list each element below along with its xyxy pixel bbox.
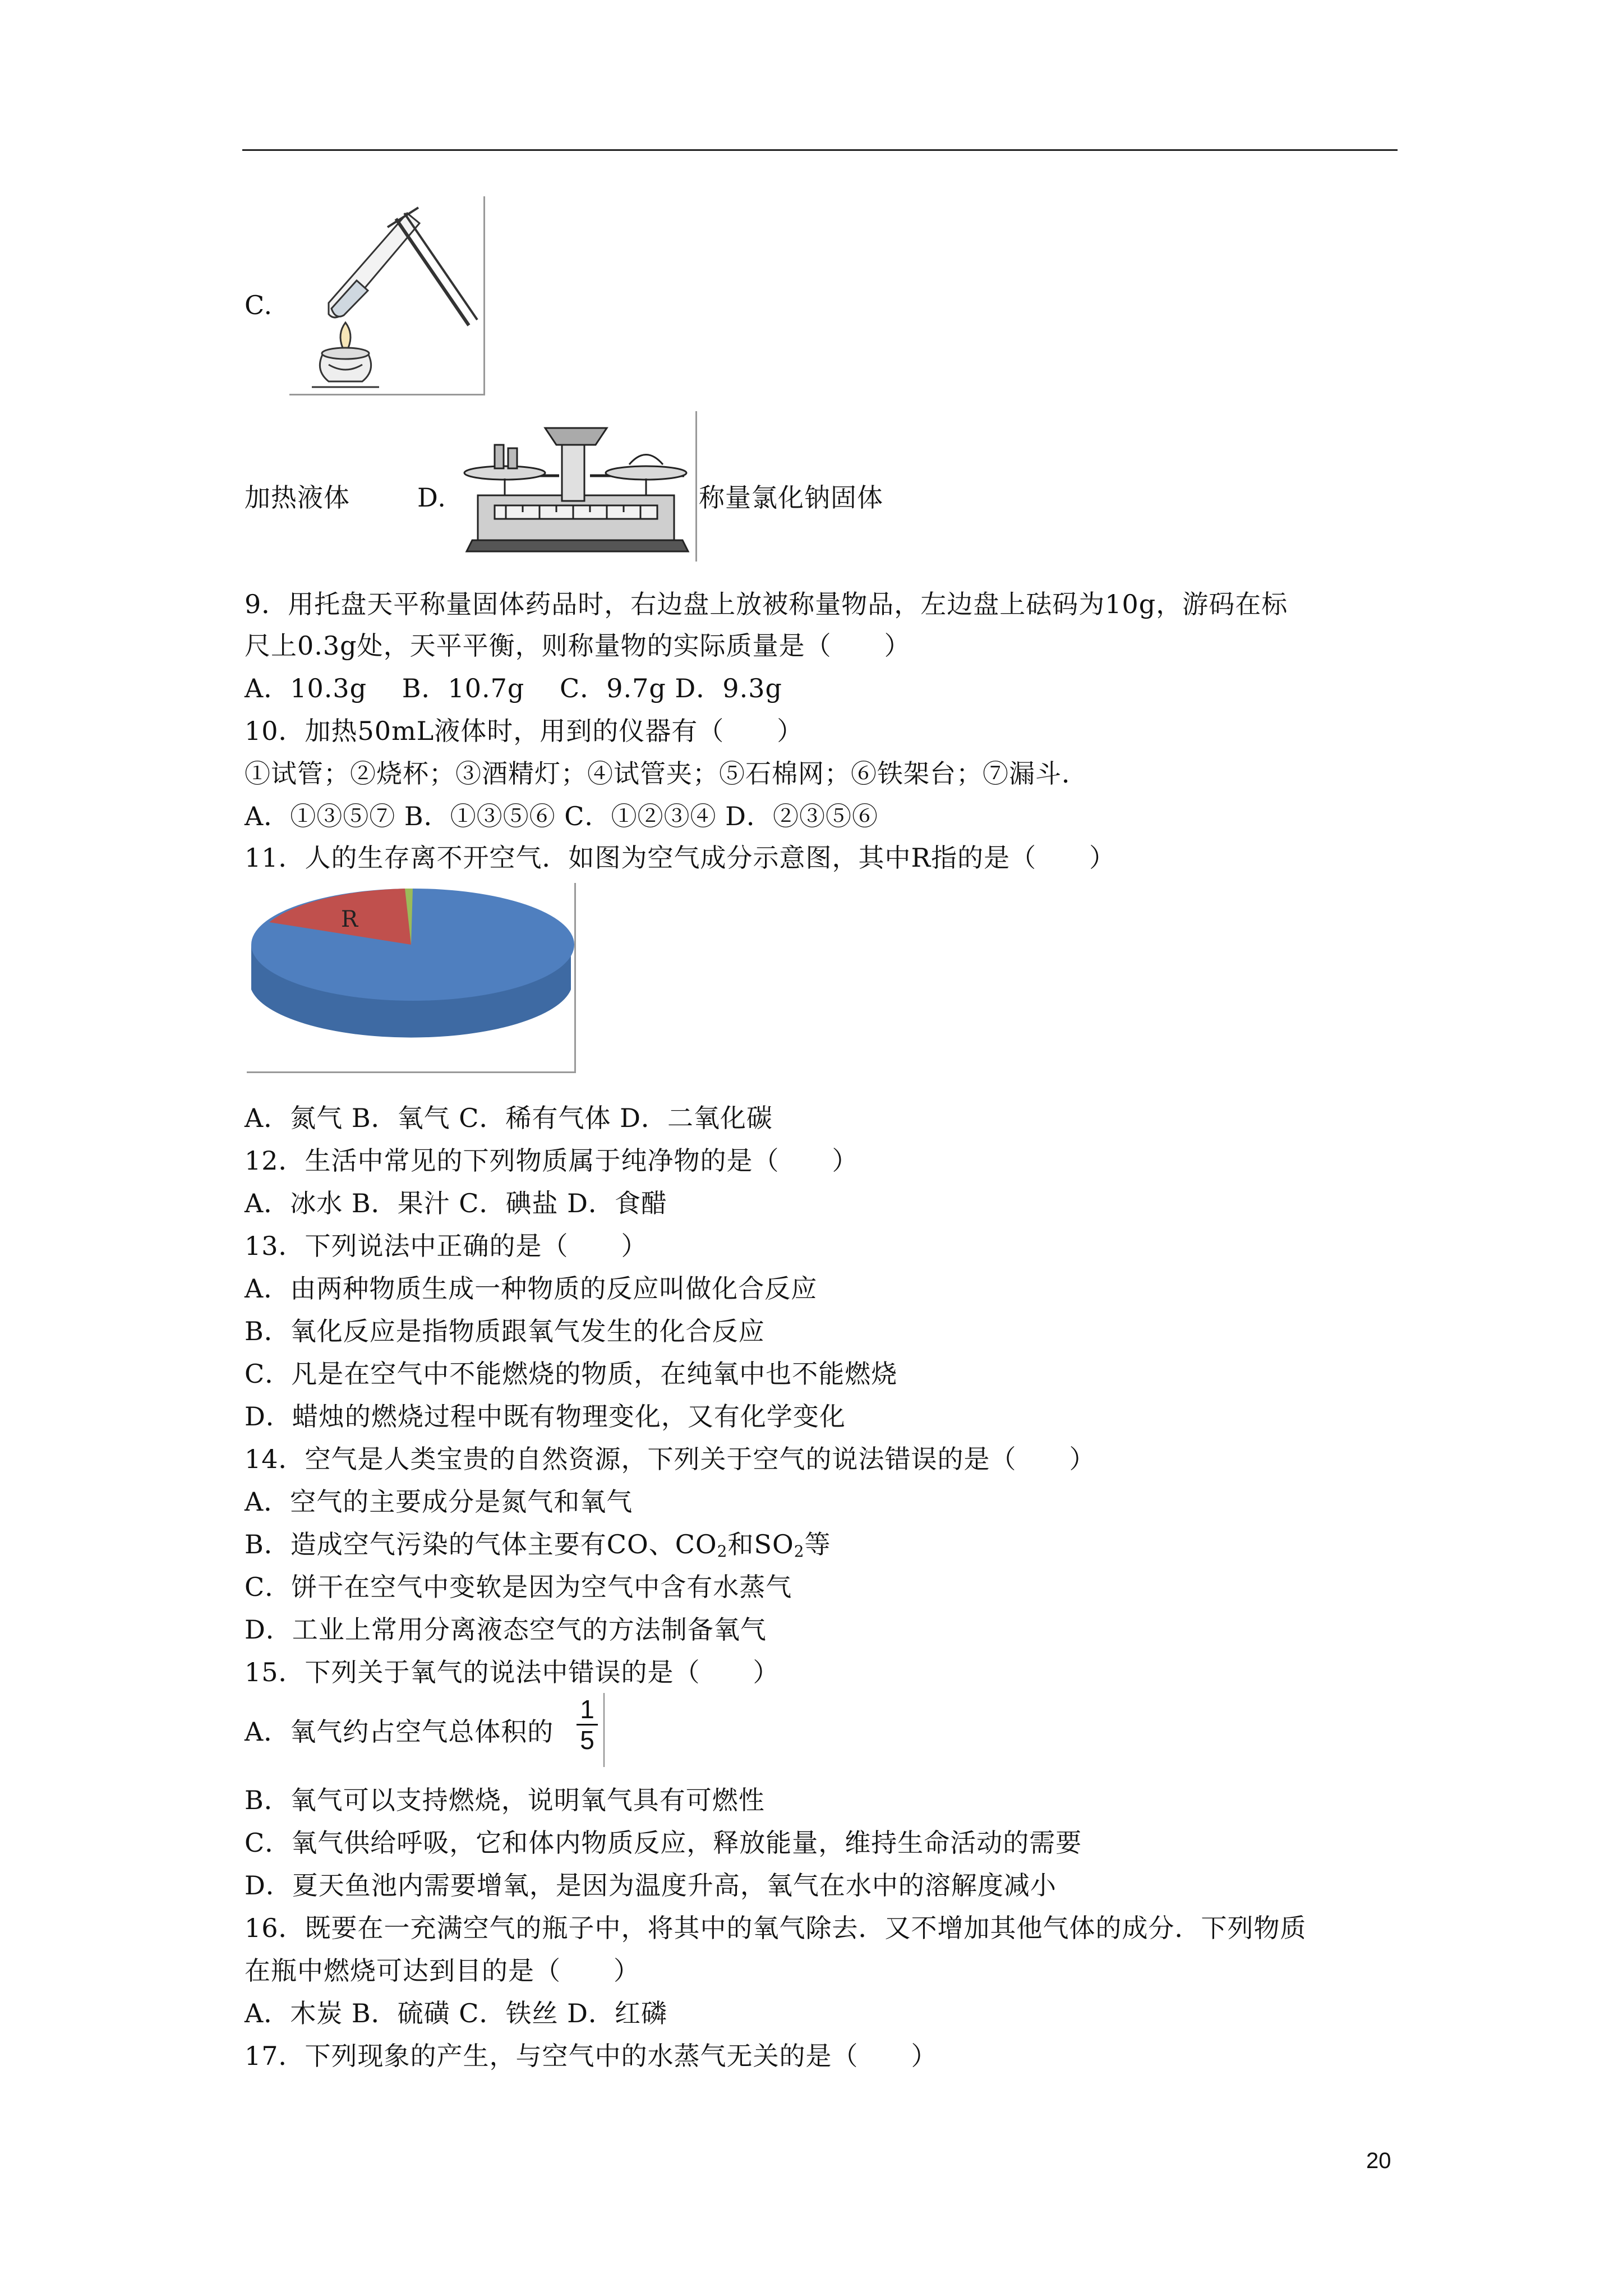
q15-option-d: D．夏天鱼池内需要增氧，是因为温度升高，氧气在水中的溶解度减小 [245,1870,1057,1901]
pie-label-r: R [341,907,358,932]
q15-stem: 15．下列关于氧气的说法中错误的是（ ） [245,1657,780,1687]
q11-stem: 11．人的生存离不开空气．如图为空气成分示意图，其中R指的是（ ） [245,843,1116,873]
q16-line1: 16．既要在一充满空气的瓶子中，将其中的氧气除去．又不增加其他气体的成分．下列物质 [245,1913,1307,1943]
test-tube-heating-icon [289,196,483,394]
q13-option-a: A．由两种物质生成一种物质的反应叫做化合反应 [245,1273,818,1304]
q10-items: ①试管；②烧杯；③酒精灯；④试管夹；⑤石棉网；⑥铁架台；⑦漏斗． [245,758,1088,789]
q11-options: A．氮气 B．氧气 C．稀有气体 D．二氧化碳 [245,1103,773,1133]
q16-line2: 在瓶中燃烧可达到目的是（ ） [245,1955,640,1986]
header-rule [242,149,1398,151]
q10-stem: 10．加热50mL液体时，用到的仪器有（ ） [245,716,804,746]
q12-stem: 12．生活中常见的下列物质属于纯净物的是（ ） [245,1145,859,1176]
balance-scale-icon [461,411,695,562]
q14-option-b: B．造成空气污染的气体主要有CO、$CO_2$和$SO_2$等 [245,1529,831,1561]
q9-options: A．10.3g B．10.7g C．9.7g D．9.3g [245,673,782,703]
weigh-nacl-caption: 称量氯化钠固体 [699,482,883,513]
q15-option-c: C．氧气供给呼吸，它和体内物质反应，释放能量，维持生命活动的需要 [245,1828,1082,1858]
q13-option-b: B．氧化反应是指物质跟氧气发生的化合反应 [245,1316,765,1346]
heat-liquid-caption: 加热液体 [245,482,350,513]
balance-figure [461,411,697,562]
q17-stem: 17．下列现象的产生，与空气中的水蒸气无关的是（ ） [245,2041,938,2071]
option-d-label: D. [417,482,446,513]
page-number: 20 [1366,2148,1391,2173]
q14-option-d: D．工业上常用分离液态空气的方法制备氧气 [245,1614,767,1645]
q14-option-c: C．饼干在空气中变软是因为空气中含有水蒸气 [245,1572,792,1602]
q15-option-b: B．氧气可以支持燃烧，说明氧气具有可燃性 [245,1785,765,1815]
q13-stem: 13．下列说法中正确的是（ ） [245,1231,648,1261]
option-c-label: C. [245,290,273,320]
q13-option-d: D．蜡烛的燃烧过程中既有物理变化，又有化学变化 [245,1401,846,1432]
q15-option-a: A．氧气约占空气总体积的 [245,1717,554,1747]
q9-line1: 9．用托盘天平称量固体药品时，右边盘上放被称量物品，左边盘上砝码为10g，游码在标 [245,589,1288,619]
q12-options: A．冰水 B．果汁 C．碘盐 D．食醋 [245,1188,667,1218]
q10-options: A．①③⑤⑦ B．①③⑤⑥ C．①②③④ D．②③⑤⑥ [245,801,878,831]
fraction-numerator: 1 [580,1695,594,1724]
heating-liquid-figure [289,196,485,395]
fraction-denominator: 5 [580,1726,594,1755]
q16-options: A．木炭 B．硫磺 C．铁丝 D．红磷 [245,1998,667,2028]
q14-stem: 14．空气是人类宝贵的自然资源，下列关于空气的说法错误的是（ ） [245,1444,1096,1474]
q13-option-c: C．凡是在空气中不能燃烧的物质，在纯氧中也不能燃烧 [245,1359,898,1389]
air-composition-pie [247,883,576,1073]
q9-line2: 尺上0.3g处，天平平衡，则称量物的实际质量是（ ） [245,631,911,661]
q14-option-a: A．空气的主要成分是氮气和氧气 [245,1487,633,1517]
fraction-one-fifth [577,1696,598,1753]
pie-chart [247,883,574,1071]
